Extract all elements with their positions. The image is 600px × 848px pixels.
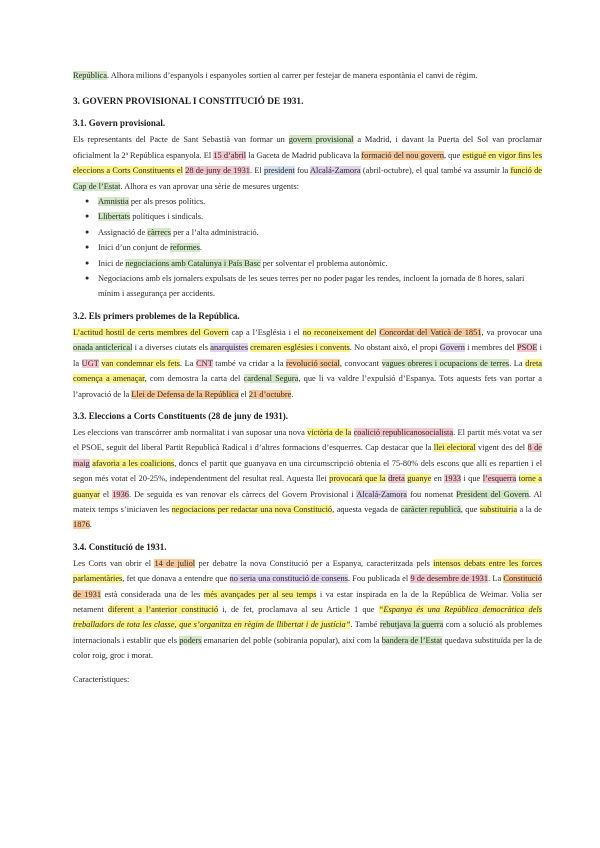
section-3-1-heading: 3.1. Govern provisional.	[73, 118, 166, 129]
highlighted-text: no seria una constitució de consens	[229, 574, 348, 584]
list-item	[73, 194, 542, 209]
text-run: .	[89, 520, 92, 530]
highlighted-text: 1933	[444, 474, 461, 484]
text-run: , fet que donava a entendre que	[122, 574, 230, 584]
highlighted-text: Govern	[439, 343, 465, 353]
text-run: , com demostra la carta del	[144, 374, 244, 384]
text-run: , aquesta vegada de	[332, 504, 401, 514]
highlighted-text: Llibertats	[98, 212, 131, 222]
text-run: . Alhora es van aprovar una sèrie de mesures urgents:	[120, 181, 299, 191]
highlighted-text: rebutjava la guerra	[379, 620, 444, 630]
text-run: a Madrid, i davant la Puerta del Sol van proclamar oficialment la 2ª República espanyola. El	[73, 135, 542, 160]
measures-list	[73, 194, 542, 302]
highlighted-text: president	[264, 166, 295, 176]
bullet-icon: ●	[85, 227, 90, 236]
highlighted-text: més avançades per al seu temps	[203, 589, 317, 599]
highlighted-text: intensos debats entre les forces parlamentàries	[73, 558, 542, 584]
text-run: per a l’alta administració.	[171, 227, 259, 237]
text-run: . La	[488, 574, 504, 584]
bullet-icon: ●	[85, 243, 90, 252]
bullet-icon: ●	[85, 258, 90, 267]
text-run: fou nomenat	[407, 489, 457, 499]
text-run: Les eleccions van transcórrer amb normalitat i van suposar una nova	[73, 427, 308, 437]
intro-paragraph	[73, 68, 542, 83]
text-run: Negociacions amb els jornalers expulsats de les seues terres per no poder pagar les rendes, incloent la jornada de 8 hores, salari mínim i assegurança per accidents.	[98, 274, 525, 299]
highlighted-text: reformes	[170, 243, 200, 253]
bullet-icon: ●	[85, 212, 90, 221]
highlighted-text: l’esquerra	[482, 474, 517, 484]
highlighted-text: poders	[179, 635, 202, 645]
highlighted-text: anarquistes	[210, 343, 248, 353]
section-3-3-heading: 3.3. Eleccions a Corts Constituents (28 de juny de 1931).	[73, 410, 288, 421]
section-3-1-paragraph	[73, 132, 542, 194]
highlighted-text: UGT	[81, 358, 99, 368]
highlighted-text: Amnistia	[98, 197, 129, 207]
highlighted-text: 21 d’octubre	[248, 389, 292, 399]
text-run: . La	[509, 358, 526, 368]
highlighted-text: torne a guanyar	[73, 474, 542, 499]
text-run: Assignació de	[98, 227, 148, 237]
text-run: i membres del	[464, 343, 517, 353]
highlighted-text: afavoria a les coalicions	[92, 458, 175, 468]
bullet-icon: ●	[85, 197, 90, 206]
highlighted-text: llei electoral	[433, 443, 476, 453]
highlighted-text: provocarà que la	[329, 474, 386, 484]
text-run: Inici d’un conjunt de	[98, 243, 171, 253]
text-run: i la	[73, 343, 542, 368]
highlighted-text: van condemnar els fets	[101, 358, 180, 368]
highlighted-text: govern provisional	[288, 135, 354, 145]
text-run: per debatre la nova Constitució per a Espanya, caracteritzada pels	[195, 558, 434, 568]
highlighted-text: President del Govern	[456, 489, 529, 499]
highlighted-text: substituiria	[479, 504, 518, 514]
highlighted-text: 15 d’abril	[213, 150, 247, 160]
text-run: i que	[460, 474, 483, 484]
text-run: també va cridar a la	[212, 358, 287, 368]
highlighted-text: Llei de Defensa de la República	[131, 389, 239, 399]
text-run: està considerada una de les	[101, 589, 204, 599]
text-run: . La	[179, 358, 197, 368]
highlighted-text: Alcalá-Zamora	[356, 489, 407, 499]
text-run: per als presos polítics.	[128, 197, 206, 207]
section-3-2-heading: 3.2. Els primers problemes de la República.	[73, 310, 240, 321]
text-run: fou	[294, 166, 310, 176]
section-3-4-heading: 3.4. Constitució de 1931.	[73, 541, 167, 552]
text-run: . De seguida es van renovar els càrrecs del Govern Provisional i	[128, 489, 357, 499]
highlighted-text: 8 de maig	[73, 443, 542, 468]
text-run: . També	[350, 620, 380, 630]
text-run: a la de	[517, 504, 543, 514]
text-run: (abril-octubre), el qual també va assumir la	[360, 166, 511, 176]
text-run: cap a l’Església i el	[228, 327, 303, 337]
highlighted-text: negociacions per redactar una nova Constitució	[171, 504, 333, 514]
highlighted-text: 1936	[112, 489, 129, 499]
highlighted-text: diferent a l’anterior constitució	[107, 604, 219, 614]
text-run: , que li va valdre l’expulsió d’Espanya. Tots aquests fets van portar a l’aprovació de la	[73, 374, 542, 399]
highlighted-text: República	[73, 71, 107, 80]
text-run: Els representants del Pacte de Sant Sebastià van formar un	[73, 135, 289, 145]
text-run: i, de fet, proclamava al seu Article 1 que	[218, 604, 379, 614]
text-run: . Alhora milions d’espanyols i espanyoles sortien al carrer per festejar de manera espontània el canvi de règim.	[106, 71, 478, 80]
list-item	[73, 256, 542, 271]
highlighted-text: dreta comença a amenaçar	[73, 358, 542, 384]
text-run: vigent des del	[475, 443, 528, 453]
section-3-4-paragraph	[73, 556, 542, 664]
text-run: com a solució als problemes internacionals i establir que els	[73, 620, 542, 645]
text-run: el	[238, 389, 249, 399]
highlighted-text: “Espanya és una República democràtica dels treballadors de tota les classe, que s’organitza en règim de llibertat i de justícia”	[73, 604, 542, 630]
highlighted-text: dreta	[388, 474, 405, 484]
text-run: i va estar inspirada en la de la República de Weimar. Volia ser netament	[73, 589, 542, 614]
highlighted-text: CNT	[196, 358, 213, 368]
highlighted-text: Alcalá-Zamora	[309, 166, 361, 176]
highlighted-text: formació del nou govern	[361, 150, 444, 160]
highlighted-text: bandera de l’Estat	[381, 635, 443, 645]
highlighted-text: onada anticlerical	[73, 343, 133, 353]
text-run: , que	[443, 150, 463, 160]
highlighted-text: L’actitud hostil de certs membres del Govern	[73, 327, 229, 337]
text-run: . No obstant això, el propi	[349, 343, 440, 353]
list-item	[73, 240, 542, 255]
text-run: .	[291, 389, 294, 399]
section-3-2-paragraph	[73, 325, 542, 402]
text-run: , convocant	[339, 358, 382, 368]
list-item	[73, 209, 542, 224]
text-run: . Fou publicada el	[347, 574, 411, 584]
text-run: . Al mateix temps s’iniciaven les	[73, 489, 542, 514]
list-item	[73, 225, 542, 240]
section-3-3-paragraph	[73, 425, 542, 533]
characteristics-label: Característiques:	[73, 674, 130, 684]
text-run: . El	[250, 166, 265, 176]
text-run: i a diverses ciutats els	[132, 343, 211, 353]
highlighted-text: cremaren esglésies i convents	[250, 343, 350, 353]
highlighted-text: càrrecs	[147, 227, 172, 237]
highlighted-text: cardenal Segura	[243, 374, 299, 384]
text-run: , que	[460, 504, 480, 514]
highlighted-text: vagues obreres i ocupacions de terres	[381, 358, 510, 368]
highlighted-text: Constitució de 1931	[73, 574, 543, 599]
text-run: per solventar el problema autonòmic.	[260, 258, 388, 268]
highlighted-text: victòria de la	[307, 427, 352, 437]
text-run: Inici de	[98, 258, 126, 268]
highlighted-text: negociacions amb Catalunya i País Basc	[125, 258, 261, 268]
highlighted-text: coalició republicanosocialista	[353, 427, 454, 437]
text-run: . El partit més votat va ser el PSOE, seguit del liberal Partit Republicà Radical i d’altres formacions d’esquerres. Cap destacar que la	[73, 427, 543, 453]
text-run: Les Corts van obrir el	[73, 558, 155, 568]
highlighted-text: revolució social	[286, 358, 340, 368]
text-run: .	[199, 243, 202, 253]
highlighted-text: 1876	[73, 520, 90, 530]
text-run: quedava substituïda per la de color roig, groc i morat.	[73, 635, 542, 661]
text-run: el	[99, 489, 113, 499]
highlighted-text: guanye	[407, 474, 432, 484]
highlighted-text: no reconeixement del	[302, 327, 377, 337]
highlighted-text: 28 de juny de 1931	[185, 166, 250, 176]
highlighted-text: 14 de juliol	[154, 558, 196, 568]
highlighted-text: estigué en vigor fins les eleccions a Corts Constituents el	[73, 150, 542, 176]
highlighted-text: Concordat del Vaticà de 1851	[379, 327, 482, 337]
highlighted-text: caràcter republicà	[400, 504, 461, 514]
highlighted-text: funció de	[510, 166, 542, 176]
highlighted-text: Cap de l’Estat	[73, 181, 121, 191]
text-run: , doncs el partit que guanyava en una circumscripció obtenia el 75-80% dels escons que allí es repartien i el segon més votat el 20-25%, independentment del resultat real. Aquesta llei	[73, 458, 543, 484]
text-run: emanarien del poble (sobirania popular), així com la	[201, 635, 382, 645]
text-run: la Gaceta de Madrid publicava la	[246, 150, 362, 160]
text-run: en	[431, 474, 445, 484]
text-run: , va provocar una	[481, 327, 542, 337]
section-3-heading: 3. GOVERN PROVISIONAL I CONSTITUCIÓ DE 1931.	[73, 97, 304, 108]
highlighted-text: 9 de desembre de 1931	[410, 574, 489, 584]
text-run: polítiques i sindicals.	[130, 212, 204, 222]
bullet-icon: ●	[85, 274, 90, 283]
highlighted-text: PSOE	[516, 343, 538, 353]
list-item	[73, 271, 542, 302]
